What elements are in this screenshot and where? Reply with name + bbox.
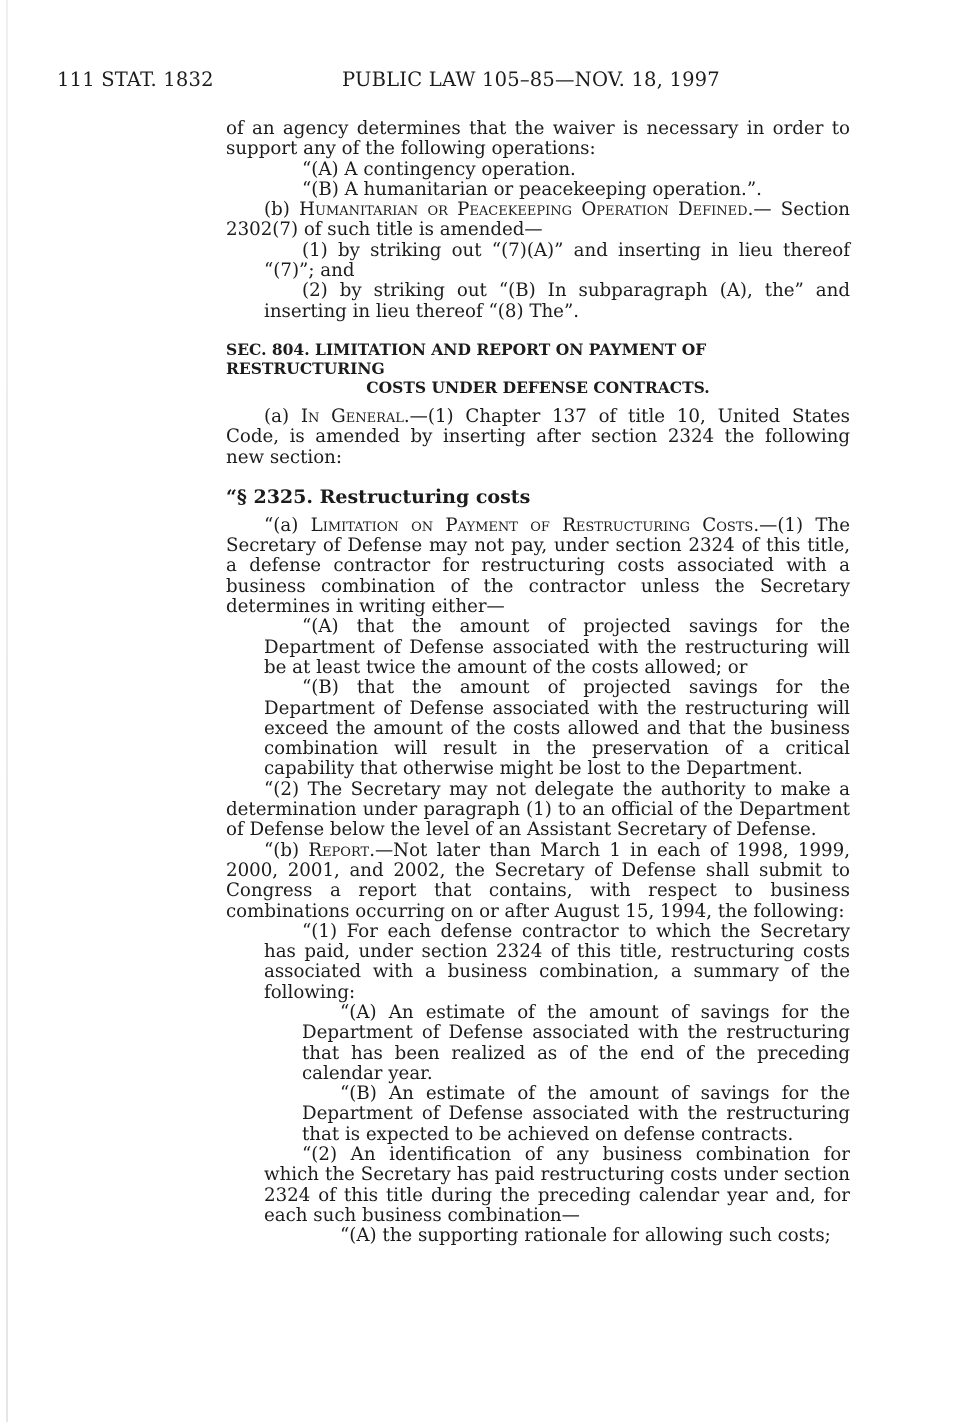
paragraph-text: .—(1) Chapter 137 of title 10, United States Code, is amended by inserting after section 2324 the following new section: [226,405,850,468]
paragraph: “(1) For each defense contractor to which the Secretary has paid, under section 2324 of this title, restructuring costs associated with a business combination, a summary of the following: [264,920,850,1003]
subsection-heading: Humanitarian or Peacekeeping Operation Defined [299,199,748,221]
paragraph: “(2) An identification of any business combination for which the Secretary has paid restructuring costs under section 2324 of this title during the preceding calendar year and, for each such business combination— [264,1144,850,1226]
statute-page-number: 111 STAT. 1832 [57,68,214,91]
paragraph-text: .—Not later than March 1 in each of 1998, 1999, 2000, 2001, and 2002, the Secretary of Defense shall submit to Congress a report that contains, with respect to business combinations occurring on or after August 15, 1994, the following: [226,839,850,922]
section-heading-line-1: SEC. 804. LIMITATION AND REPORT ON PAYMENT OF RESTRUCTURING [226,339,707,378]
paragraph-text: .— Section 2302(7) of such title is amended— [226,199,850,241]
code-section-heading: “§ 2325. Restructuring costs [226,485,531,508]
paragraph: “(A) the supporting rationale for allowing such costs; [340,1225,831,1247]
paragraph [226,516,850,617]
section-heading [226,340,850,397]
subsection-label: (b) [264,199,300,221]
paragraph: “(A) A contingency operation. [302,158,576,180]
document-body [226,119,850,1247]
paragraph: “(A) that the amount of projected savings for the Department of Defense associated with the restructuring will be at least twice the amount of the costs allowed; or [264,616,850,678]
paragraph [226,200,850,241]
paragraph: (1) by striking out “(7)(A)” and inserting in lieu thereof “(7)”; and [264,239,850,282]
subsection-label: “(b) [264,839,309,861]
paragraph: of an agency determines that the waiver is necessary in order to support any of the following operations: [226,118,850,160]
running-head: PUBLIC LAW 105–85—NOV. 18, 1997 [342,68,720,91]
paragraph: “(A) An estimate of the amount of savings for the Department of Defense associated with the restructuring that has been realized as of the end of the preceding calendar year. [302,1001,850,1084]
paragraph: “(B) that the amount of projected savings for the Department of Defense associated with the restructuring will exceed the amount of the costs allowed and that the business combination will result in the preservation of a critical capability that otherwise might be lost to the Department. [264,677,850,780]
section-heading-line-2: COSTS UNDER DEFENSE CONTRACTS. [366,377,710,397]
page-edge [6,0,8,1422]
subsection-heading: Limitation on Payment of Restructuring Costs [310,514,754,536]
paragraph: “(B) An estimate of the amount of savings for the Department of Defense associated with the restructuring that is expected to be achieved on defense contracts. [302,1083,850,1145]
subsection-label: (a) [264,405,301,427]
paragraph [226,407,850,468]
subsection-heading: In General [300,405,404,427]
subsection-heading: Report [308,839,370,861]
paragraph: (2) by striking out “(B) In subparagraph (A), the” and inserting in lieu thereof “(8) The”. [264,280,850,322]
paragraph: “(B) A humanitarian or peacekeeping operation.”. [302,178,762,200]
paragraph: “(2) The Secretary may not delegate the authority to make a determination under paragraph (1) to an official of the Department of Defense below the level of an Assistant Secretary of Defense. [226,778,850,841]
subsection-label: “(a) [264,514,311,536]
paragraph [226,841,850,922]
paragraph-text: .—(1) The Secretary of Defense may not pay, under section 2324 of this title, a defense contractor for restructuring costs associated with a business combination of the contractor unless the Secretary determines in writing either— [226,514,850,618]
page-header [57,68,747,98]
